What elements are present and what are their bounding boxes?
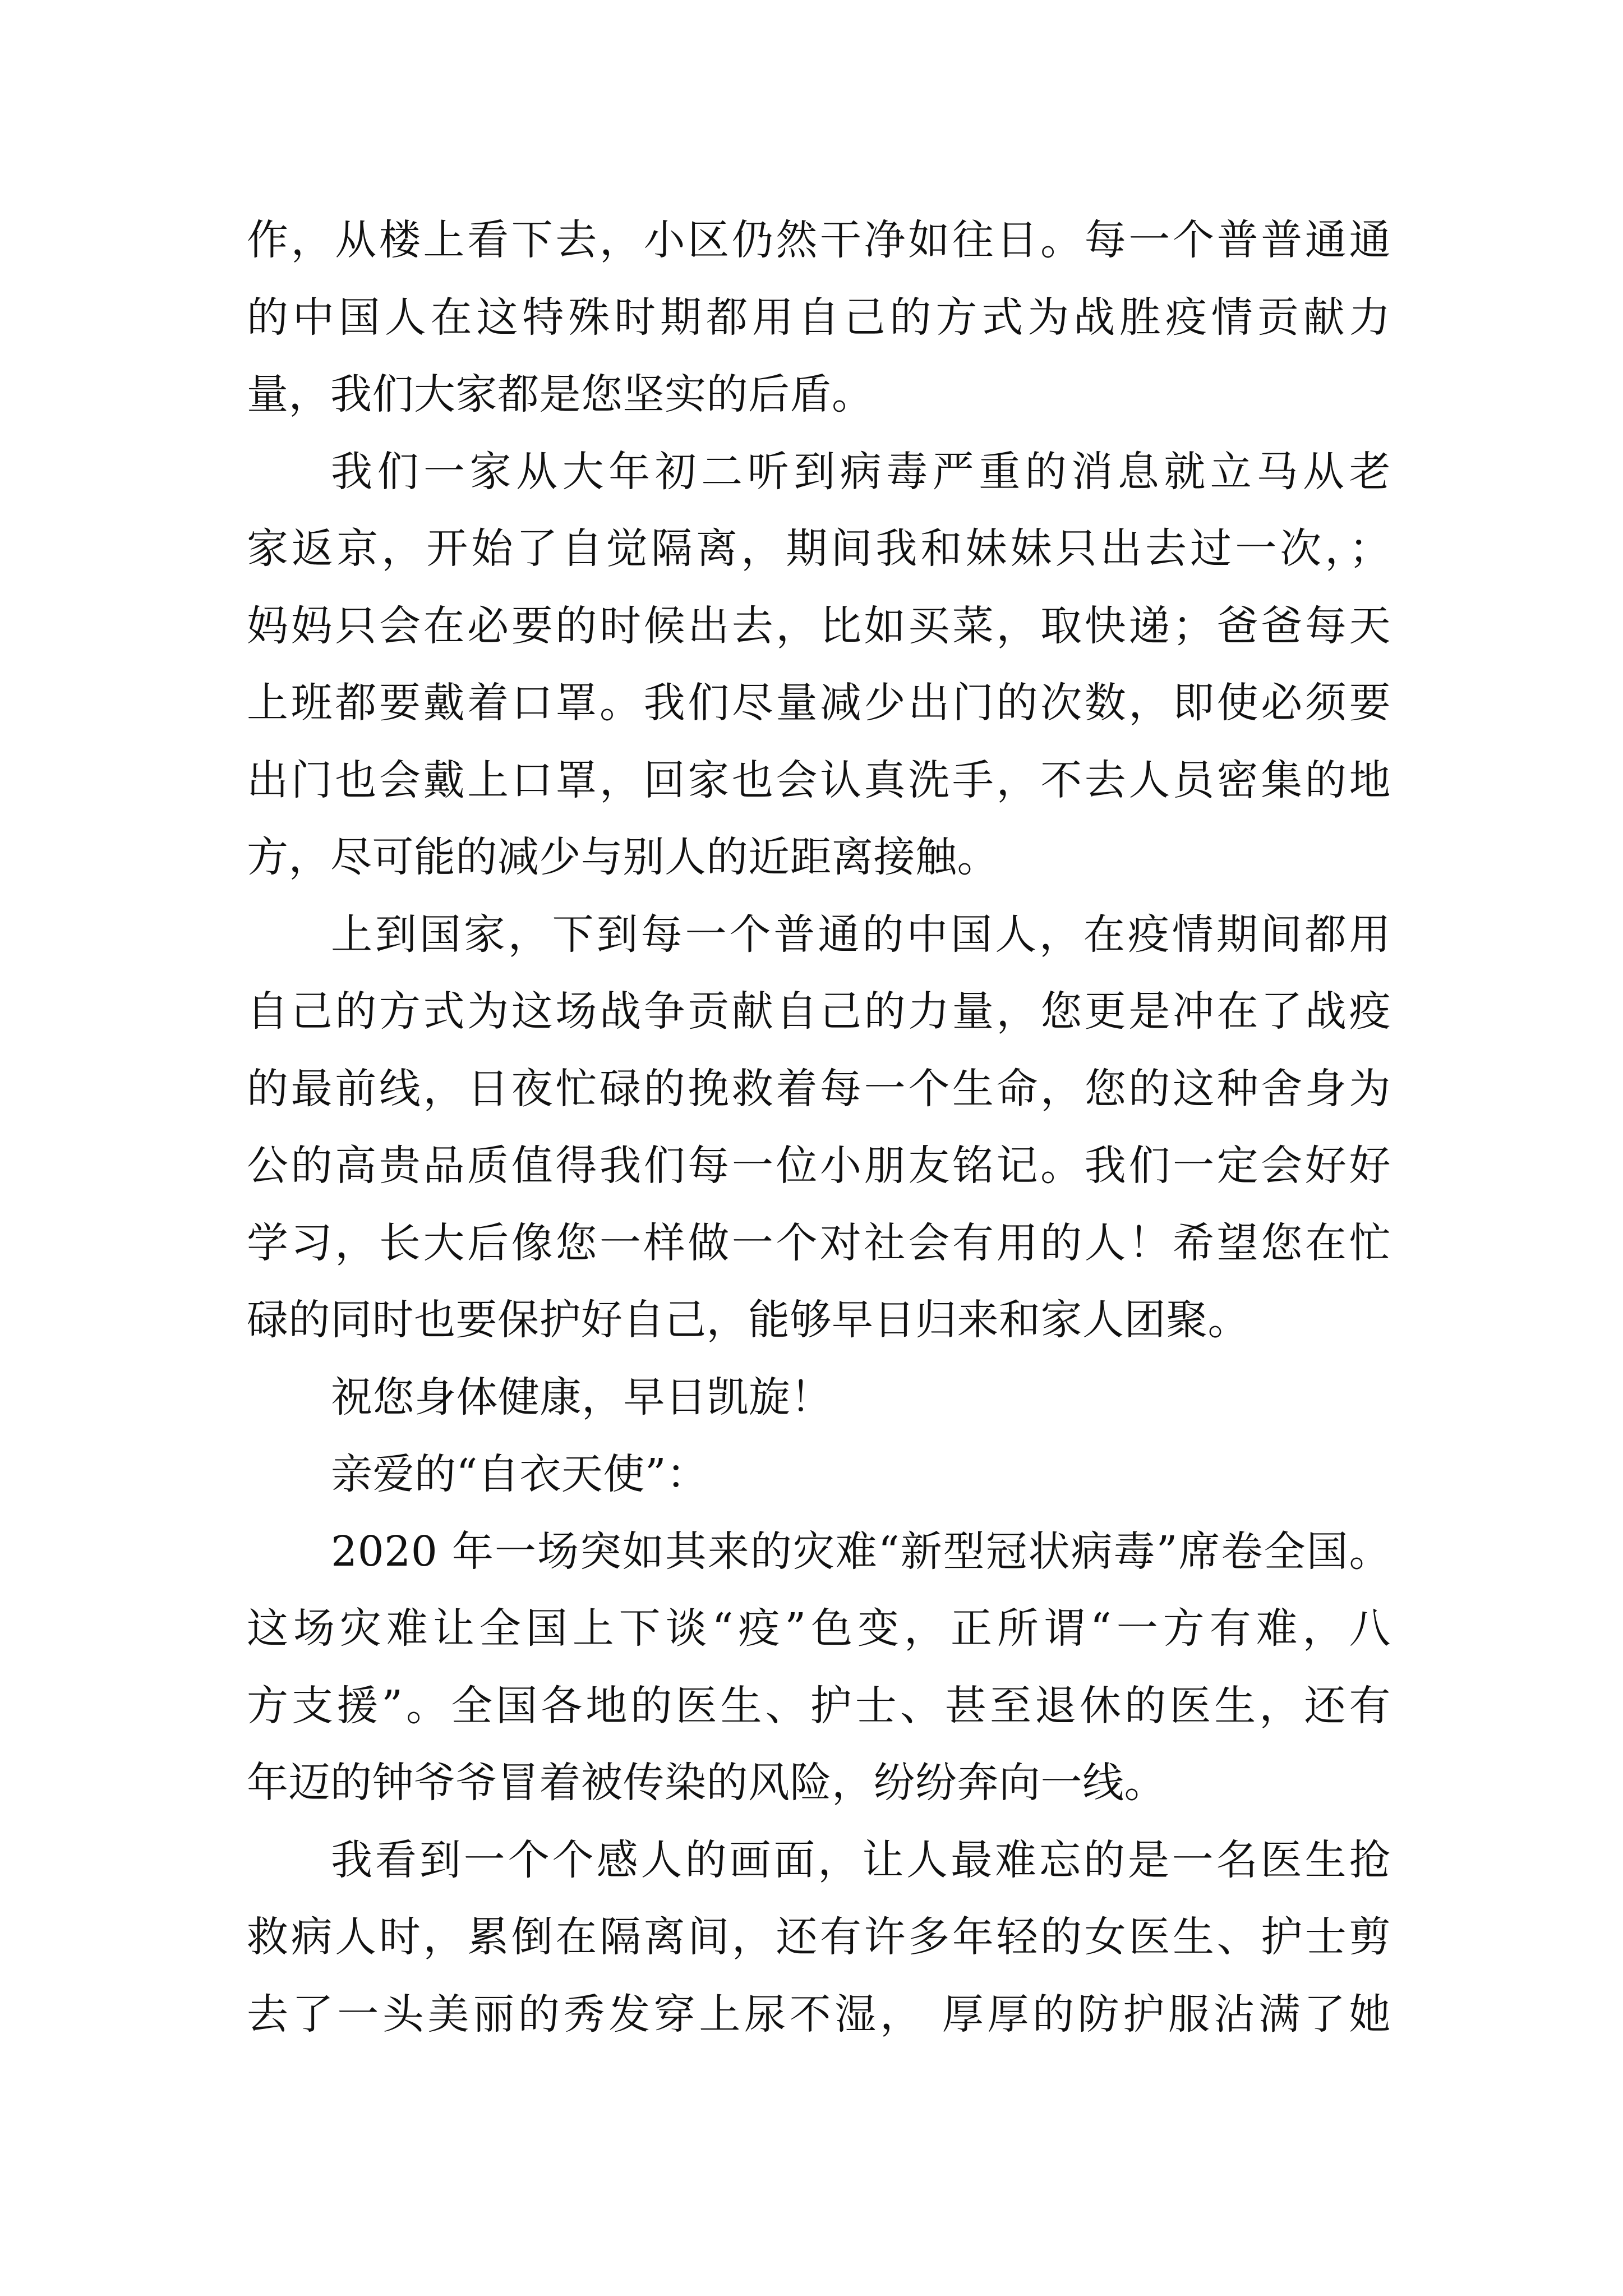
document-body [247, 202, 1391, 2053]
text-line: 年迈的钟爷爷冒着被传染的风险，纷纷奔向一线。 [247, 1759, 1166, 1807]
text-line: 2020 年一场突如其来的灾难“新型冠状病毒”席卷全国。 [331, 1527, 1391, 1576]
text-line: 上到国家，下到每一个普通的中国人，在疫情期间都用 [331, 910, 1391, 959]
text-line: 救病人时，累倒在隔离间，还有许多年轻的女医生、护士剪 [247, 1913, 1391, 1961]
text-line: 妈妈只会在必要的时候出去，比如买菜，取快递；爸爸每天 [247, 601, 1391, 650]
text-line: 的最前线，日夜忙碌的挽救着每一个生命，您的这种舍身为 [247, 1064, 1391, 1113]
text-line: 学习，长大后像您一样做一个对社会有用的人！希望您在忙 [247, 1218, 1391, 1267]
text-line: 上班都要戴着口罩。我们尽量减少出门的次数，即使必须要 [247, 679, 1391, 727]
text-line: 去了一头美丽的秀发穿上尿不湿， 厚厚的防护服沾满了她 [247, 1990, 1391, 2039]
text-line: 方支援”。全国各地的医生、护士、甚至退休的医生，还有 [247, 1681, 1391, 1730]
text-line: 祝您身体健康，早日凯旋！ [331, 1373, 832, 1421]
text-line: 作，从楼上看下去，小区仍然干净如往日。每一个普普通通 [247, 216, 1391, 264]
text-line: 量，我们大家都是您坚实的后盾。 [247, 370, 874, 418]
text-line: 我看到一个个感人的画面，让人最难忘的是一名医生抢 [331, 1835, 1391, 1884]
text-line: 公的高贵品质值得我们每一位小朋友铭记。我们一定会好好 [247, 1142, 1391, 1190]
text-line: 碌的同时也要保护好自己，能够早日归来和家人团聚。 [247, 1296, 1249, 1344]
text-line: 方，尽可能的减少与别人的近距离接触。 [247, 833, 999, 881]
text-line: 家返京，开始了自觉隔离，期间我和妹妹只出去过一次，； [247, 524, 1391, 573]
text-line: 这场灾难让全国上下谈“疫”色变，正所谓“一方有难，八 [247, 1604, 1391, 1653]
text-line: 自己的方式为这场战争贡献自己的力量，您更是冲在了战疫 [247, 987, 1391, 1036]
text-line: 我们一家从大年初二听到病毒严重的消息就立马从老 [331, 447, 1391, 496]
text-line: 亲爱的“自衣天使”： [331, 1450, 708, 1498]
text-line: 出门也会戴上口罩，回家也会认真洗手，不去人员密集的地 [247, 756, 1391, 804]
text-line: 的中国人在这特殊时期都用自己的方式为战胜疫情贡献力 [247, 293, 1391, 342]
